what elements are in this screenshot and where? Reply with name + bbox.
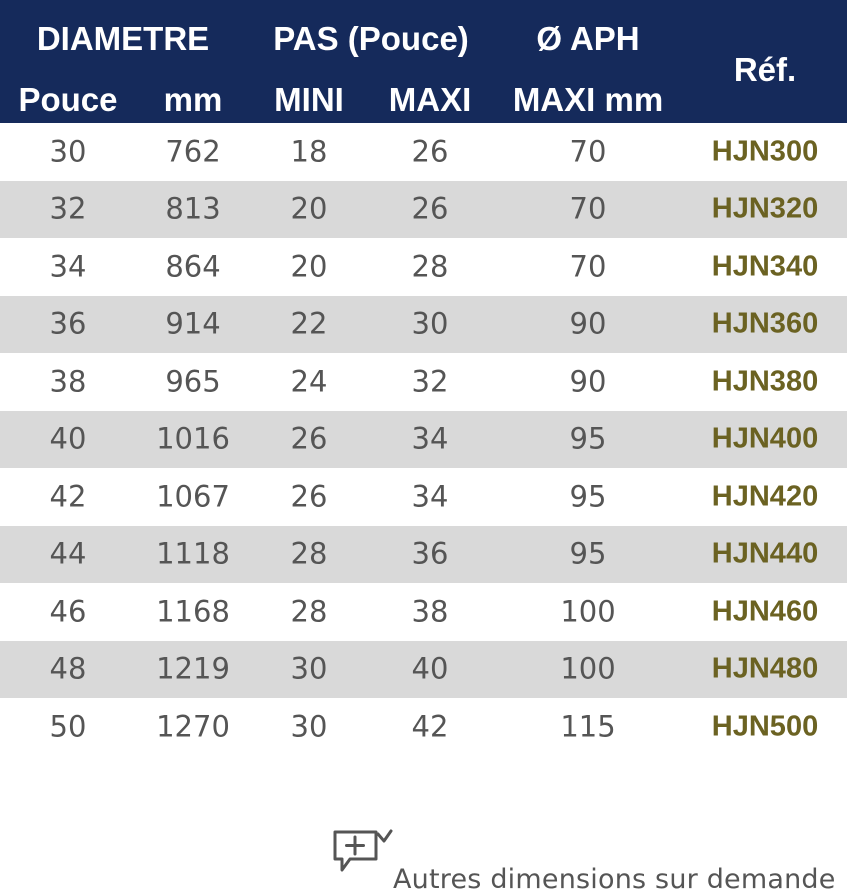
cell-maxi: 26 — [411, 191, 449, 226]
cell-mini: 28 — [290, 536, 328, 571]
header-maxi-mm: MAXI mm — [512, 81, 664, 118]
cell-pouce: 50 — [49, 709, 87, 744]
header-pas: PAS (Pouce) — [273, 20, 469, 57]
footer-text: Autres dimensions sur demande — [393, 864, 836, 895]
cell-aph: 95 — [569, 421, 607, 456]
cell-maxi: 26 — [411, 134, 449, 169]
header-diametre: DIAMETRE — [36, 20, 210, 57]
table-row — [0, 296, 847, 354]
table-body — [0, 123, 847, 756]
add-comment-icon — [332, 828, 394, 876]
cell-pouce: 48 — [49, 651, 87, 686]
table-row — [0, 123, 847, 181]
cell-mini: 20 — [290, 249, 328, 284]
cell-mm: 965 — [165, 364, 221, 399]
cell-mini: 20 — [290, 191, 328, 226]
footer-note — [332, 828, 847, 895]
cell-mm: 914 — [165, 306, 221, 341]
cell-ref: HJN440 — [711, 537, 819, 570]
table-row — [0, 181, 847, 239]
cell-mm: 762 — [165, 134, 221, 169]
table-row — [0, 526, 847, 584]
cell-mini: 24 — [290, 364, 328, 399]
header-pouce: Pouce — [18, 81, 118, 118]
cell-maxi: 34 — [411, 479, 449, 514]
cell-pouce: 36 — [49, 306, 87, 341]
cell-mini: 30 — [290, 651, 328, 686]
cell-mini: 18 — [290, 134, 328, 169]
cell-mm: 1270 — [156, 709, 230, 744]
cell-ref: HJN380 — [711, 365, 819, 398]
cell-pouce: 42 — [49, 479, 87, 514]
table-row — [0, 468, 847, 526]
cell-mini: 30 — [290, 709, 328, 744]
cell-aph: 100 — [560, 651, 616, 686]
cell-maxi: 40 — [411, 651, 449, 686]
header-aph: Ø APH — [536, 20, 640, 57]
cell-pouce: 40 — [49, 421, 87, 456]
table-row — [0, 411, 847, 469]
cell-ref: HJN480 — [711, 652, 819, 685]
cell-ref: HJN400 — [711, 422, 819, 455]
table-row — [0, 583, 847, 641]
cell-aph: 70 — [569, 249, 607, 284]
cell-ref: HJN420 — [711, 480, 819, 513]
cell-ref: HJN320 — [711, 192, 819, 225]
cell-maxi: 28 — [411, 249, 449, 284]
header-mm: mm — [163, 81, 223, 118]
cell-maxi: 36 — [411, 536, 449, 571]
cell-ref: HJN360 — [711, 307, 819, 340]
table-row — [0, 641, 847, 699]
cell-aph: 100 — [560, 594, 616, 629]
cell-mm: 813 — [165, 191, 221, 226]
header-mini: MINI — [274, 81, 344, 118]
table-row — [0, 698, 847, 756]
cell-maxi: 30 — [411, 306, 449, 341]
cell-aph: 90 — [569, 306, 607, 341]
cell-mini: 28 — [290, 594, 328, 629]
cell-pouce: 44 — [49, 536, 87, 571]
cell-maxi: 34 — [411, 421, 449, 456]
cell-pouce: 34 — [49, 249, 87, 284]
cell-pouce: 30 — [49, 134, 87, 169]
table-row — [0, 238, 847, 296]
cell-ref: HJN500 — [711, 710, 819, 743]
cell-ref: HJN340 — [711, 250, 819, 283]
cell-ref: HJN300 — [711, 135, 819, 168]
cell-mini: 22 — [290, 306, 328, 341]
cell-mm: 1168 — [156, 594, 230, 629]
table-header — [0, 0, 847, 123]
cell-mini: 26 — [290, 421, 328, 456]
cell-aph: 70 — [569, 191, 607, 226]
cell-aph: 115 — [560, 709, 616, 744]
cell-mm: 1016 — [156, 421, 230, 456]
cell-aph: 90 — [569, 364, 607, 399]
cell-maxi: 32 — [411, 364, 449, 399]
cell-ref: HJN460 — [711, 595, 819, 628]
cell-aph: 70 — [569, 134, 607, 169]
cell-pouce: 38 — [49, 364, 87, 399]
cell-mm: 1219 — [156, 651, 230, 686]
cell-mm: 864 — [165, 249, 221, 284]
table-row — [0, 353, 847, 411]
cell-mini: 26 — [290, 479, 328, 514]
cell-pouce: 32 — [49, 191, 87, 226]
cell-aph: 95 — [569, 536, 607, 571]
cell-aph: 95 — [569, 479, 607, 514]
cell-pouce: 46 — [49, 594, 87, 629]
header-maxi: MAXI — [388, 81, 472, 118]
cell-mm: 1118 — [156, 536, 230, 571]
cell-maxi: 38 — [411, 594, 449, 629]
cell-mm: 1067 — [156, 479, 230, 514]
cell-maxi: 42 — [411, 709, 449, 744]
header-ref: Réf. — [733, 51, 797, 88]
